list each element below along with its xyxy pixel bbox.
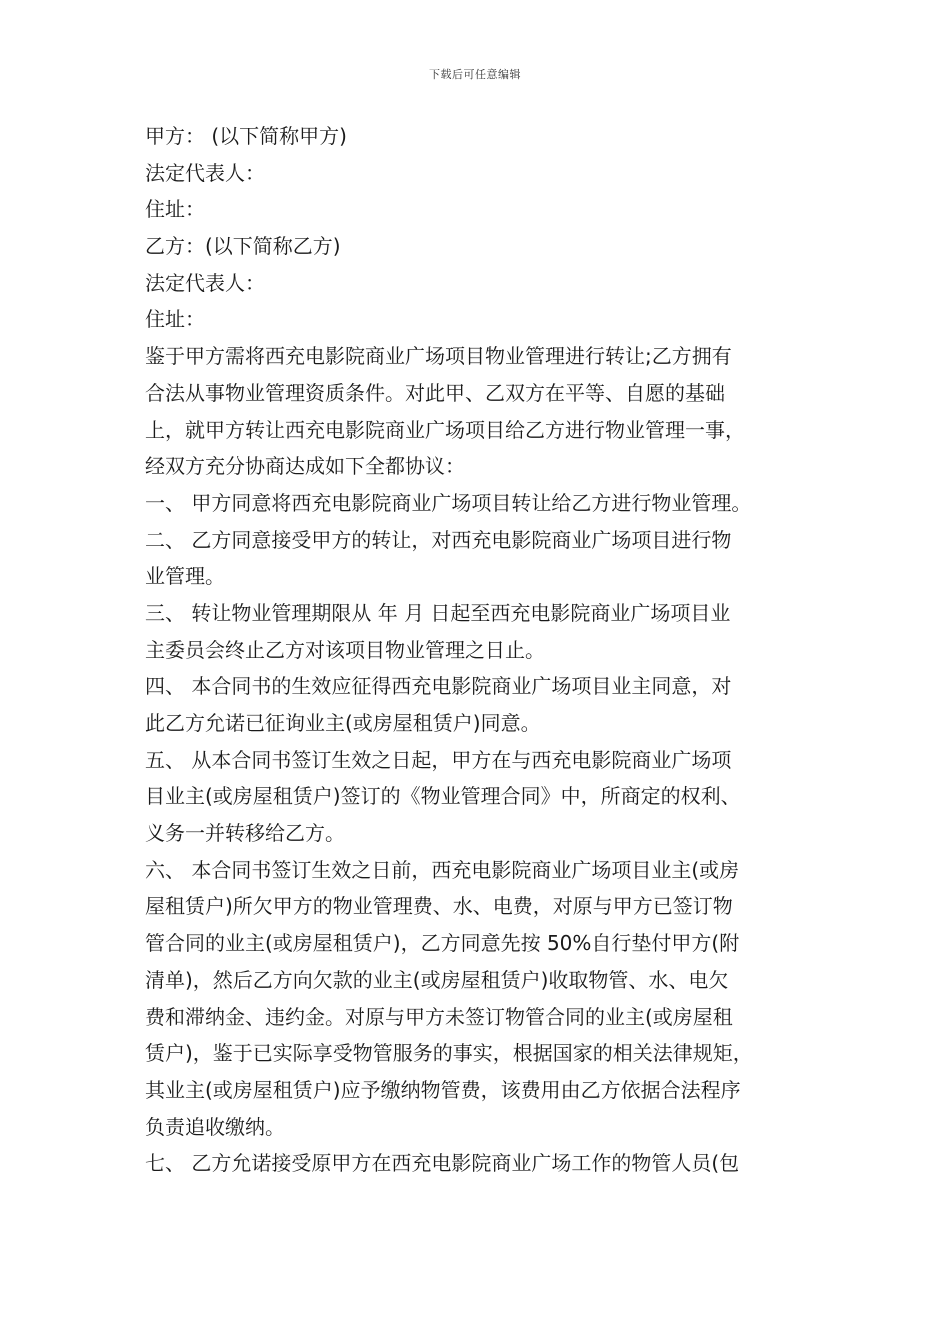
preamble-line: 经双方充分协商达成如下全都协议： xyxy=(145,454,465,479)
clause-6-line: 赁户)，鉴于已实际享受物管服务的事实，根据国家的相关法律规矩， xyxy=(145,1041,753,1066)
party-a-line: 甲方： (以下简称甲方) xyxy=(145,124,347,148)
clause-5-line: 目业主(或房屋租赁户)签订的《物业管理合同》中，所商定的权利、 xyxy=(145,784,741,809)
clause-6-line: 清单)，然后乙方向欠款的业主(或房屋租赁户)收取物管、水、电欠 xyxy=(145,967,729,992)
preamble-line: 鉴于甲方需将西充电影院商业广场项目物业管理进行转让;乙方拥有 xyxy=(145,344,732,369)
party-b-line: 乙方：(以下简称乙方) xyxy=(145,234,341,259)
party-a-representative: 法定代表人： xyxy=(145,160,265,185)
clause-3-line: 主委员会终止乙方对该项目物业管理之日止。 xyxy=(145,637,545,662)
clause-3-line: 三、 转让物业管理期限从 年 月 日起至西充电影院商业广场项目业 xyxy=(145,600,731,625)
clause-6-line: 屋租赁户)所欠甲方的物业管理费、水、电费，对原与甲方已签订物 xyxy=(145,894,733,919)
clause-2-line: 业管理。 xyxy=(145,564,225,589)
party-b-representative: 法定代表人： xyxy=(145,270,265,295)
clause-2-line: 二、 乙方同意接受甲方的转让，对西充电影院商业广场项目进行物 xyxy=(145,527,732,552)
clause-6-line: 负责追收缴纳。 xyxy=(145,1114,285,1139)
party-a-address: 住址： xyxy=(145,197,205,222)
clause-6-line: 其业主(或房屋租赁户)应予缴纳物管费，该费用由乙方依据合法程序 xyxy=(145,1077,741,1102)
party-b-address: 住址： xyxy=(145,307,205,332)
clause-5-line: 义务一并转移给乙方。 xyxy=(145,821,345,846)
clause-5-line: 五、 从本合同书签订生效之日起，甲方在与西充电影院商业广场项 xyxy=(145,747,732,772)
clause-6-line: 管合同的业主(或房屋租赁户)，乙方同意先按 50%自行垫付甲方(附 xyxy=(145,931,740,956)
page-header: 下载后可任意编辑 xyxy=(429,68,521,81)
clause-7-line: 七、 乙方允诺接受原甲方在西充电影院商业广场工作的物管人员(包 xyxy=(145,1151,740,1176)
clause-1-line: 一、 甲方同意将西充电影院商业广场项目转让给乙方进行物业管理。 xyxy=(145,490,752,515)
preamble-line: 合法从事物业管理资质条件。对此甲、乙双方在平等、自愿的基础 xyxy=(145,380,725,405)
clause-4-line: 四、 本合同书的生效应征得西充电影院商业广场项目业主同意，对 xyxy=(145,674,732,699)
clause-6-line: 费和滞纳金、违约金。对原与甲方未签订物管合同的业主(或房屋租 xyxy=(145,1004,733,1029)
clause-4-line: 此乙方允诺已征询业主(或房屋租赁户)同意。 xyxy=(145,711,541,735)
contract-body xyxy=(145,118,825,1182)
preamble-line: 上，就甲方转让西充电影院商业广场项目给乙方进行物业管理一事， xyxy=(145,417,745,442)
clause-6-line: 六、 本合同书签订生效之日前，西充电影院商业广场项目业主(或房 xyxy=(145,857,740,882)
